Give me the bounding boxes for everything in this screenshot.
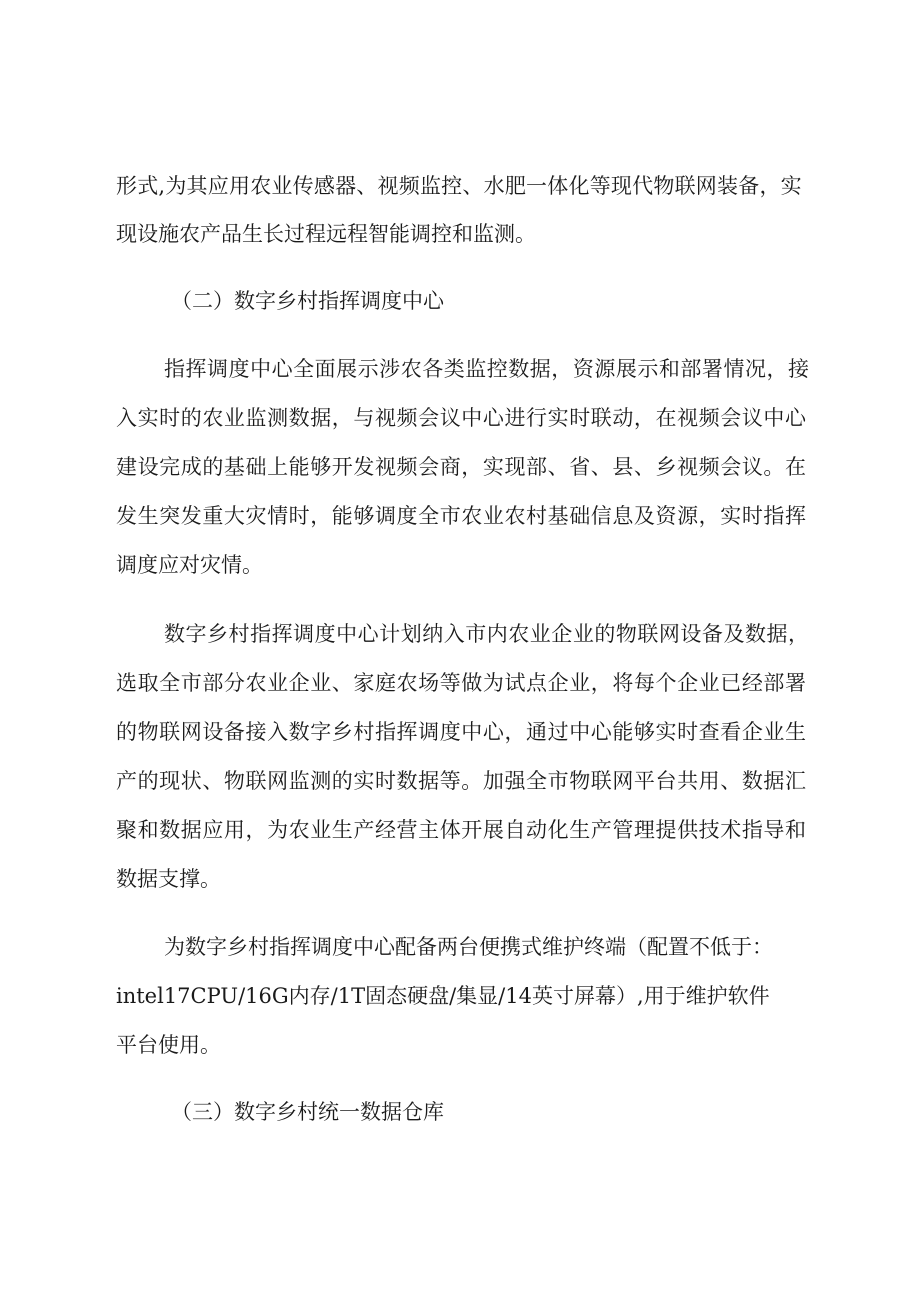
paragraph-line: 聚和数据应用，为农业生产经营主体开展自动化生产管理提供技术指导和 — [116, 818, 807, 842]
paragraph-line: 建设完成的基础上能够开发视频会商，实现部、省、县、乡视频会议。在 — [116, 455, 807, 479]
paragraph-line: 选取全市部分农业企业、家庭农场等做为试点企业，将每个企业已经部署 — [116, 671, 807, 695]
paragraph-line: 指挥调度中心全面展示涉农各类监控数据，资源展示和部署情况，接 — [164, 357, 810, 381]
paragraph-line: 为数字乡村指挥调度中心配备两台便携式维护终端（配置不低于： — [164, 935, 773, 959]
paragraph-line: 平台使用。 — [116, 1033, 221, 1057]
section-heading: （二）数字乡村指挥调度中心 — [171, 289, 444, 313]
paragraph-line: 的物联网设备接入数字乡村指挥调度中心，通过中心能够实时查看企业生 — [116, 720, 807, 744]
paragraph-line: intel17CPU/16G内存/1T固态硬盘/集显/14英寸屏幕）,用于维护软件 — [116, 984, 770, 1008]
paragraph-line: 形式,为其应用农业传感器、视频监控、水肥一体化等现代物联网装备，实 — [116, 174, 802, 198]
paragraph-line: 数据支撑。 — [116, 867, 221, 891]
paragraph-line: 现设施农产品生长过程远程智能调控和监测。 — [116, 222, 536, 246]
section-heading: （三）数字乡村统一数据仓库 — [171, 1100, 444, 1124]
paragraph-line: 调度应对灾情。 — [116, 553, 263, 577]
paragraph-line: 入实时的农业监测数据，与视频会议中心进行实时联动，在视频会议中心 — [116, 406, 807, 430]
paragraph-line: 产的现状、物联网监测的实时数据等。加强全市物联网平台共用、数据汇 — [116, 769, 807, 793]
paragraph-line: 发生突发重大灾情时，能够调度全市农业农村基础信息及资源，实时指挥 — [116, 504, 807, 528]
paragraph-line: 数字乡村指挥调度中心计划纳入市内农业企业的物联网设备及数据， — [164, 622, 810, 646]
